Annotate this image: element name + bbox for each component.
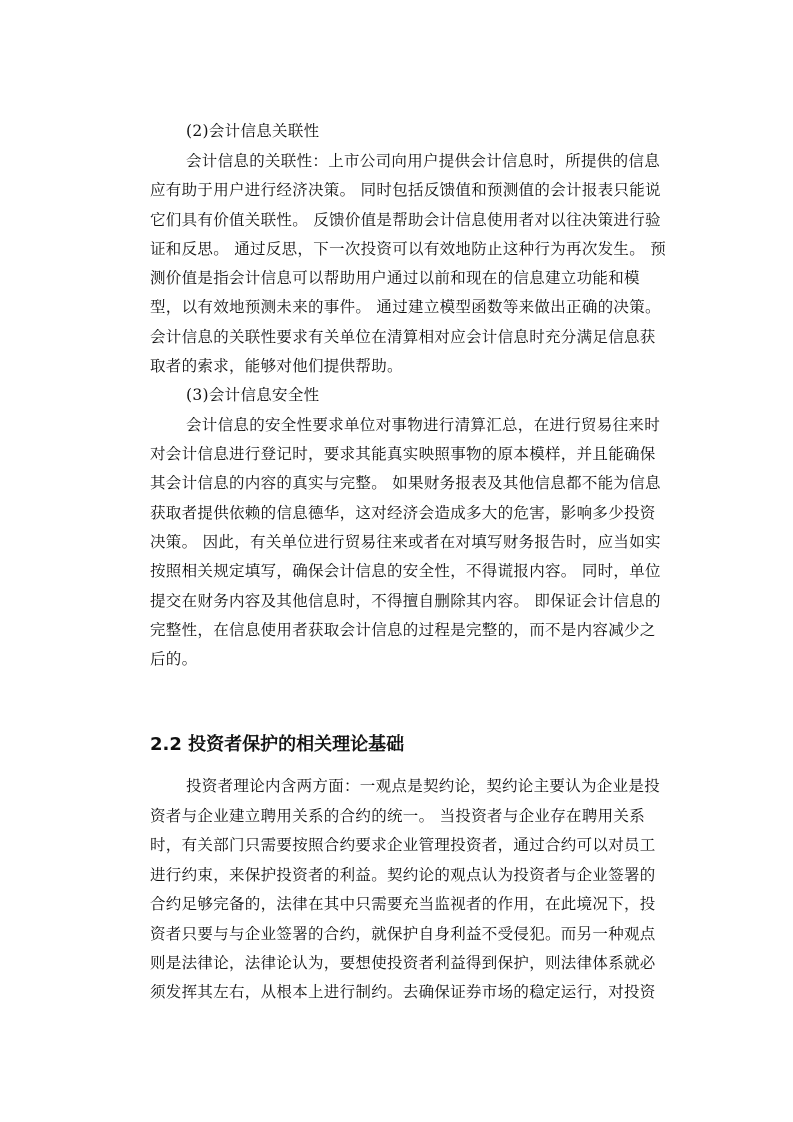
paragraph-line: 提交在财务内容及其他信息时，不得擅自删除其内容。 即保证会计信息的: [150, 592, 661, 610]
paragraph-line: 会计信息的关联性：上市公司向用户提供会计信息时，所提供的信息: [186, 152, 661, 170]
subheading-security: (3)会计信息安全性: [186, 386, 320, 404]
paragraph-line: 资者只要与与企业签署的合约，就保护自身利益不受侵犯。而另一种观点: [150, 925, 656, 943]
subheading-relevance: (2)会计信息关联性: [186, 122, 320, 140]
paragraph-line: 取者的索求，能够对他们提供帮助。: [150, 357, 403, 375]
paragraph-line: 须发挥其左右，从根本上进行制约。去确保证券市场的稳定运行，对投资: [150, 983, 656, 1001]
paragraph-line: 型，以有效地预测未来的事件。 通过建立模型函数等来做出正确的决策。: [150, 298, 661, 316]
section-heading: 2.2 投资者保护的相关理论基础: [150, 734, 405, 755]
paragraph-line: 对会计信息进行登记时，要求其能真实映照事物的原本模样，并且能确保: [150, 445, 656, 463]
paragraph-line: 测价值是指会计信息可以帮助用户通过以前和现在的信息建立功能和模: [150, 269, 640, 287]
paragraph-line: 则是法律论，法律论认为，要想使投资者利益得到保护，则法律体系就必: [150, 954, 656, 972]
paragraph-line: 时，有关部门只需要按照合约要求企业管理投资者，通过合约可以对员工: [150, 836, 656, 854]
paragraph-line: 会计信息的安全性要求单位对事物进行清算汇总，在进行贸易往来时: [186, 416, 661, 434]
paragraph-line: 决策。 因此，有关单位进行贸易往来或者在对填写财务报告时，应当如实: [150, 533, 661, 551]
paragraph-line: 投资者理论内含两方面：一观点是契约论，契约论主要认为企业是投: [186, 777, 661, 795]
paragraph-line: 后的。: [150, 650, 198, 668]
paragraph-line: 其会计信息的内容的真实与完整。 如果财务报表及其他信息都不能为信息: [150, 474, 661, 492]
paragraph-line: 进行约束，来保护投资者的利益。契约论的观点认为投资者与企业签署的: [150, 866, 656, 884]
paragraph-line: 应有助于用户进行经济决策。 同时包括反馈值和预测值的会计报表只能说: [150, 181, 661, 199]
paragraph-line: 它们具有价值关联性。 反馈价值是帮助会计信息使用者对以往决策进行验: [150, 211, 661, 229]
paragraph-line: 获取者提供依赖的信息德华，这对经济会造成多大的危害，影响多少投资: [150, 504, 656, 522]
paragraph-line: 证和反思。 通过反思，下一次投资可以有效地防止这种行为再次发生。 预: [150, 240, 667, 258]
paragraph-line: 会计信息的关联性要求有关单位在清算相对应会计信息时充分满足信息获: [150, 328, 656, 346]
paragraph-line: 资者与企业建立聘用关系的合约的统一。 当投资者与企业存在聘用关系: [150, 807, 646, 825]
paragraph-line: 完整性，在信息使用者获取会计信息的过程是完整的，而不是内容减少之: [150, 621, 656, 639]
paragraph-line: 合约足够完备的，法律在其中只需要充当监视者的作用，在此境况下，投: [150, 895, 656, 913]
paragraph-line: 按照相关规定填写，确保会计信息的安全性，不得谎报内容。 同时，单位: [150, 562, 661, 580]
